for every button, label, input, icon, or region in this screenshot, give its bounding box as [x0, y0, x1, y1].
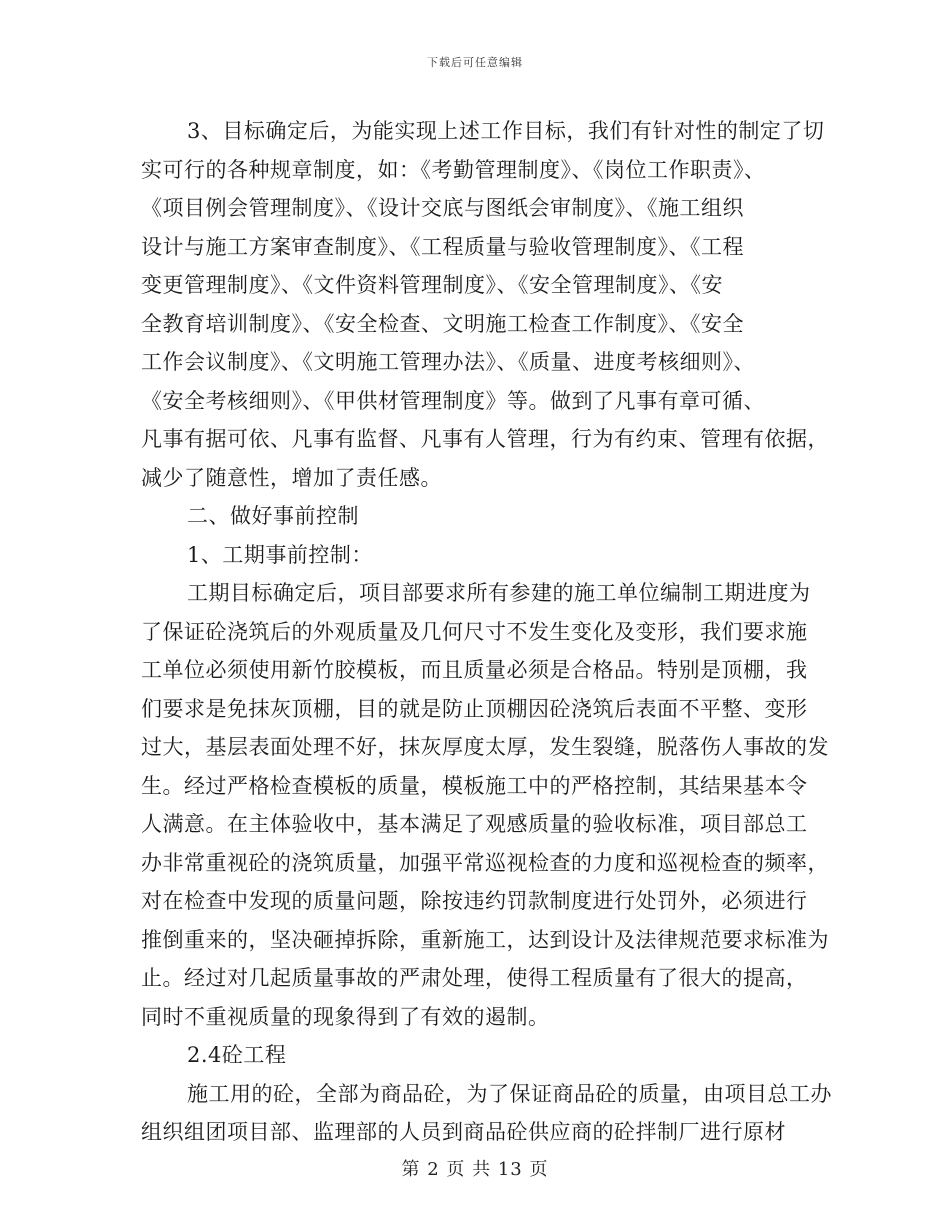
- document-body: [141, 112, 832, 1152]
- text-line: 推倒重来的，坚决砸掉拆除，重新施工，达到设计及法律规范要求标准为: [141, 927, 829, 952]
- text-line: 工作会议制度》、《文明施工管理办法》、《质量、进度考核细则》、: [141, 350, 755, 374]
- text-line: 二、做好事前控制: [187, 504, 359, 528]
- text-line: 全教育培训制度》、《安全检查、文明施工检查工作制度》、《安全: [141, 311, 744, 336]
- page-header: 下载后可任意编辑: [427, 56, 523, 69]
- page-footer: 第 2 页 共 13 页: [401, 1159, 549, 1180]
- text-line: 对在检查中发现的质量问题，除按违约罚款制度进行处罚外，必须进行: [141, 889, 808, 913]
- text-line: 止。经过对几起质量事故的严肃处理，使得工程质量有了很大的提高，: [141, 966, 808, 990]
- text-line: 设计与施工方案审查制度》、《工程质量与验收管理制度》、《工程: [141, 234, 744, 259]
- text-line: 实可行的各种规章制度，如：《考勤管理制度》、《岗位工作职责》、: [141, 157, 766, 182]
- text-line: 同时不重视质量的现象得到了有效的遏制。: [141, 1004, 550, 1029]
- text-line: 减少了随意性，增加了责任感。: [141, 465, 442, 490]
- text-line: 人满意。在主体验收中，基本满足了观感质量的验收标准，项目部总工: [141, 812, 808, 836]
- text-line: 2.4砼工程: [187, 1043, 287, 1067]
- text-line: 《安全考核细则》、《甲供材管理制度》等。做到了凡事有章可循、: [141, 388, 765, 413]
- text-line: 工期目标确定后，项目部要求所有参建的施工单位编制工期进度为: [187, 581, 811, 605]
- text-line: 过大，基层表面处理不好，抹灰厚度太厚，发生裂缝，脱落伤人事故的发: [141, 735, 829, 759]
- text-line: 们要求是免抹灰顶棚，目的就是防止顶棚因砼浇筑后表面不平整、变形: [141, 696, 808, 721]
- text-line: 施工用的砼，全部为商品砼，为了保证商品砼的质量，由项目总工办: [187, 1081, 832, 1106]
- text-line: 组织组团项目部、监理部的人员到商品砼供应商的砼拌制厂进行原材: [141, 1120, 786, 1144]
- text-line: 凡事有据可依、凡事有监督、凡事有人管理，行为有约束、管理有依据，: [141, 427, 829, 451]
- text-line: 3、目标确定后，为能实现上述工作目标，我们有针对性的制定了切: [187, 119, 825, 143]
- text-line: 变更管理制度》、《文件资料管理制度》、《安全管理制度》、《安: [141, 273, 723, 297]
- text-line: 生。经过严格检查模板的质量，模板施工中的严格控制，其结果基本令: [141, 773, 808, 798]
- text-line: 办非常重视砼的浇筑质量，加强平常巡视检查的力度和巡视检查的频率，: [141, 850, 829, 875]
- text-line: 《项目例会管理制度》、《设计交底与图纸会审制度》、《施工组织: [141, 196, 744, 220]
- text-line: 1、工期事前控制：: [187, 542, 373, 567]
- text-line: 了保证砼浇筑后的外观质量及几何尺寸不发生变化及变形，我们要求施: [141, 619, 808, 644]
- text-line: 工单位必须使用新竹胶模板，而且质量必须是合格品。特别是顶棚，我: [141, 658, 808, 682]
